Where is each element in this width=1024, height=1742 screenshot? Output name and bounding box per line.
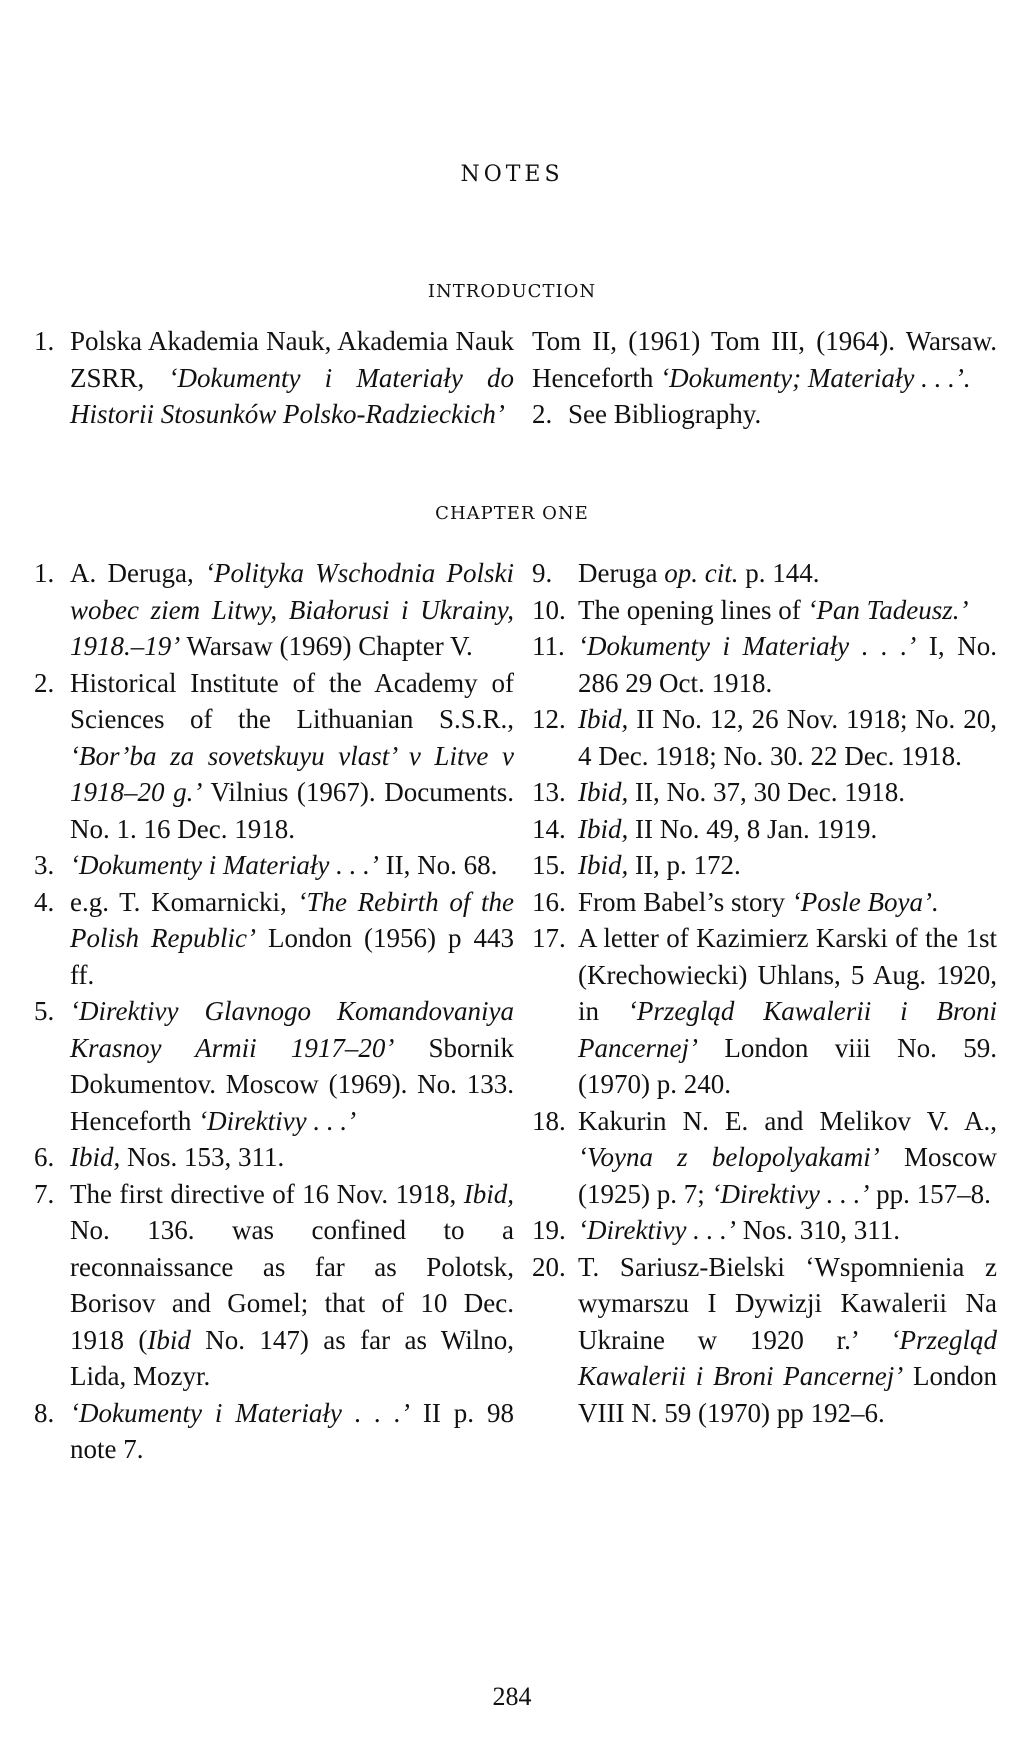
note-number: 10. (532, 594, 566, 625)
note-item (532, 884, 997, 921)
note-number: 8. (34, 1397, 55, 1428)
note-text-run: Polska Akademia Nauk, Akademia Nauk ZSRR, (70, 326, 514, 393)
note-text (70, 555, 514, 665)
note-text-run: The opening lines of (578, 594, 808, 625)
note-text-run: No. 147) as far as Wilno, Lida, Mozyr. (70, 1324, 514, 1391)
note-text-run: II No. 49, 8 Jan. 1919. (628, 813, 878, 844)
note-text (70, 993, 514, 1139)
note-item (532, 323, 997, 396)
note-number: 17. (532, 923, 566, 953)
italic-title: ‘Dokumenty i Materiały do Historii Stosunków Polsko-Radzieckich’ (70, 362, 514, 429)
note-text-run: A letter of Kazimierz Karski of the 1st (Krechowiecki) Uhlans, 5 Aug. 1920, in (578, 923, 997, 1026)
note-text-run: T. Sariusz-Bielski ‘Wspomnienia z wymarszu I Dywizji Kawalerii Na Ukraine w 1920 r.’ (578, 1251, 997, 1355)
chapter-one-notes-left (34, 555, 514, 1468)
note-number: 2. (532, 399, 553, 429)
italic-title: ‘Direktivy . . .’ (711, 1178, 870, 1209)
note-text (70, 884, 514, 994)
note-text-run: Nos. 310, 311. (735, 1215, 900, 1245)
italic-title: ‘The Rebirth of the Polish Republic’ (70, 886, 515, 953)
note-number: 5. (34, 996, 55, 1026)
note-text-run: Kakurin N. E. and Melikov V. A., (578, 1105, 997, 1136)
note-text (568, 396, 997, 433)
note-text-run: pp. 157–8. (869, 1178, 991, 1209)
note-item (532, 811, 997, 848)
note-text-run: A. Deruga, (70, 558, 206, 588)
note-number: 1. (34, 326, 55, 356)
note-text (578, 920, 997, 1103)
note-text (70, 1395, 514, 1468)
note-number: 9. (532, 558, 553, 588)
note-text-run: See Bibliography. (568, 399, 762, 429)
note-item (34, 993, 514, 1139)
italic-title: Ibid, (578, 777, 629, 807)
italic-title: Ibid, (578, 704, 629, 734)
note-text (70, 323, 514, 433)
note-item (532, 1103, 997, 1213)
italic-title: ‘Direktivy . . .’ (198, 1105, 357, 1136)
note-item (34, 1395, 514, 1468)
note-text-run: From Babel’s story (578, 886, 792, 917)
italic-title: Ibid (147, 1324, 191, 1355)
note-item (532, 774, 997, 811)
note-text (70, 1176, 514, 1395)
note-item (532, 701, 997, 774)
note-item (34, 1176, 514, 1395)
note-text-run: The first directive of 16 Nov. 1918, (70, 1178, 464, 1209)
note-text (578, 1212, 997, 1249)
italic-title: ‘Dokumenty i Materiały . . .’ (578, 631, 917, 661)
italic-title: ‘Dokumenty; Materiały . . .’. (660, 362, 971, 393)
note-item (532, 1249, 997, 1432)
note-item (532, 592, 997, 629)
note-text-run: Vilnius (1967). Documents. No. 1. 16 Dec. 1918. (70, 777, 514, 844)
note-number: 14. (532, 813, 566, 844)
note-text-run: No. 136. was confined to a reconnaissance as far as Polotsk, Borisov and Gomel; that of 10 Dec. 1918 ( (70, 1215, 514, 1355)
note-number: 3. (34, 850, 55, 880)
introduction-notes-left (34, 323, 514, 433)
note-number: 13. (532, 777, 566, 807)
note-text-run: London (1956) p 443 ff. (70, 923, 514, 990)
note-item (34, 665, 514, 848)
chapter-one-notes-right (532, 555, 997, 1431)
note-item (532, 396, 997, 433)
italic-title: op. cit. (664, 558, 739, 588)
italic-title: Ibid, (578, 813, 629, 844)
introduction-notes-right (532, 323, 997, 433)
note-text-run: Deruga (578, 558, 665, 588)
note-text-run: II No. 12, 26 Nov. 1918; No. 20, 4 Dec. 1918; No. 30. 22 Dec. 1918. (578, 704, 997, 771)
note-text (578, 628, 997, 701)
note-item (34, 847, 514, 884)
chapter-one-heading: CHAPTER ONE (435, 503, 589, 524)
italic-title: ‘Pan Tadeusz.’ (807, 594, 969, 625)
note-text (578, 847, 997, 884)
note-number: 18. (532, 1105, 566, 1136)
note-number: 12. (532, 704, 566, 734)
note-item (34, 884, 514, 994)
introduction-heading: INTRODUCTION (427, 281, 597, 302)
italic-title: Ibid, (70, 1142, 121, 1172)
note-text (578, 1103, 997, 1213)
italic-title: ‘Polityka Wschodnia Polski wobec ziem Litwy, Białorusi i Ukrainy, 1918.–19’ (70, 558, 514, 661)
note-text (70, 1139, 514, 1176)
note-text-run: Moscow (1925) p. 7; (578, 1142, 997, 1209)
note-text-run: e.g. T. Komarnicki, (70, 886, 298, 917)
note-number: 16. (532, 886, 566, 917)
note-number: 11. (532, 631, 565, 661)
note-text-run: London viii No. 59. (1970) p. 240. (578, 1032, 997, 1099)
italic-title: ‘Dokumenty i Materiały . . .’ (70, 1397, 410, 1428)
italic-title: ‘Bor’ba za sovetskuyu vlast’ v Litve v 1918–20 g.’ (70, 740, 514, 807)
note-text (532, 323, 997, 396)
note-text-run: Nos. 153, 311. (120, 1142, 285, 1172)
italic-title: ‘Voyna z belopolyakami’ (578, 1142, 880, 1172)
page-number: 284 (492, 1682, 532, 1711)
note-text-run: II, p. 172. (628, 850, 741, 880)
note-number: 4. (34, 886, 55, 917)
italic-title: Ibid, (463, 1178, 514, 1209)
note-text (578, 774, 997, 811)
note-text-run: II, No. 37, 30 Dec. 1918. (628, 777, 905, 807)
note-text (578, 592, 997, 629)
note-number: 2. (34, 667, 55, 698)
note-text-run: London VIII N. 59 (1970) pp 192–6. (578, 1361, 997, 1428)
note-item (532, 1212, 997, 1249)
note-text (70, 665, 514, 848)
note-item (34, 555, 514, 665)
note-text (578, 811, 997, 848)
note-text-run: Tom II, (1961) Tom III, (1964). Warsaw. Henceforth (532, 326, 997, 393)
note-item (532, 847, 997, 884)
note-text (578, 701, 997, 774)
note-number: 1. (34, 558, 55, 588)
note-text (578, 555, 997, 592)
note-text-run: Historical Institute of the Academy of Sciences of the Lithuanian S.S.R., (70, 667, 514, 734)
note-text (70, 847, 514, 884)
note-number: 7. (34, 1178, 55, 1209)
note-text-run: p. 144. (738, 558, 820, 588)
italic-title: Ibid, (578, 850, 629, 880)
note-item (532, 628, 997, 701)
note-number: 20. (532, 1251, 566, 1282)
note-text-run: II, No. 68. (378, 850, 498, 880)
italic-title: ‘Direktivy . . .’ (578, 1215, 736, 1245)
note-number: 19. (532, 1215, 566, 1245)
note-number: 15. (532, 850, 566, 880)
note-text-run: Warsaw (1969) Chapter V. (180, 631, 473, 661)
note-text (578, 884, 997, 921)
italic-title: ‘Przegląd Kawalerii i Broni Pancernej’ (578, 996, 997, 1063)
italic-title: ‘Przegląd Kawalerii i Broni Pancernej’ (578, 1324, 997, 1391)
note-item (34, 1139, 514, 1176)
note-text-run: I, No. 286 29 Oct. 1918. (578, 631, 997, 698)
note-item (532, 920, 997, 1103)
note-number: 6. (34, 1142, 55, 1172)
page-title: NOTES (460, 162, 564, 187)
italic-title: ‘Posle Boya’. (791, 886, 939, 917)
italic-title: ‘Direktivy Glavnogo Komandovaniya Krasnoy Armii 1917–20’ (70, 996, 514, 1063)
note-text-run: Sbornik Dokumentov. Moscow (1969). No. 133. Henceforth (70, 1032, 514, 1136)
note-text-run: II p. 98 note 7. (70, 1397, 515, 1464)
note-item (532, 555, 997, 592)
note-text (578, 1249, 997, 1432)
italic-title: ‘Dokumenty i Materiały . . .’ (70, 850, 379, 880)
note-item (34, 323, 514, 433)
